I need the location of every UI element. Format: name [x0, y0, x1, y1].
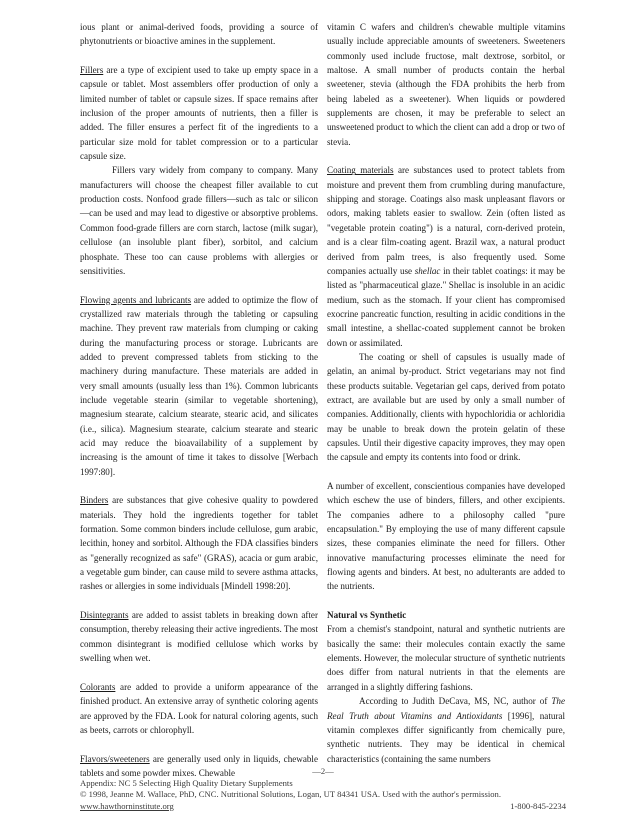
right-column	[327, 20, 565, 766]
term-flavors-sweeteners: Flavors/sweeteners	[80, 753, 150, 764]
paragraph-binders	[80, 493, 318, 593]
fillers-text-2: Fillers vary widely from company to company. Many manufacturers will choose the cheapest filler available to cut production costs. Nonfood grade fillers—such as talc or silicon—can be used and may lead to digestive or absorptive problems. Common food-grade fillers are corn starch, lactose (milk sugar), cellulose (an insoluble plant fiber), sorbitol, and calcium phosphate. These too can cause problems with allergies or sensitivities.	[80, 165, 318, 276]
coating-text-b: in their tablet coatings: it may be listed as "pharmaceutical glaze." Shellac is insoluble in an acidic medium, such as the stomach. If your client has compromised exocrine pancreatic function, resulting in acidic conditions in the small intestine, a shellac-coated supplement cannot be broken down or assimilated.	[327, 265, 565, 348]
left-column	[80, 20, 318, 780]
page-footer	[80, 766, 566, 812]
term-flowing-agents: Flowing agents and lubricants	[80, 294, 192, 305]
footer-contact-row	[80, 801, 566, 812]
binders-text: are substances that give cohesive quality to powdered materials. They hold the ingredients together for tablet formation. Some common binders include cellulose, gum arabic, lecithin, honey and sorbitol. Although the FDA classifies binders as "generally recognized as safe" (GRAS), acacia or gum arabic, a vegetable gum binder, can cause mild to severe asthma attacks, rashes or allergies in some individuals [Mindell 1998:20].	[80, 495, 318, 592]
paragraph-intro-continued: ious plant or animal-derived foods, providing a source of phytonutrients or bioactive amines in the supplement.	[80, 22, 318, 47]
footer-website-link[interactable]: www.hawthorninstitute.org	[80, 800, 174, 811]
paragraph-pure-encapsulation: A number of excellent, conscientious companies have developed which eschew the use of binders, fillers, and other excipients. The companies adhere to a philosophy called "pure encapsulation." By employing the use of many different capsule sizes, these companies eliminate the need for fillers. Other innovative manufacturing processes eliminate the need for flowing agents and binders. At best, no adulterants are added to the nutrients.	[327, 481, 565, 592]
footer-appendix-title: Appendix: NC 5 Selecting High Quality Dietary Supplements	[80, 778, 293, 789]
decava-book-title: The Real Truth about Vitamins and Antioxidants	[327, 696, 565, 721]
disintegrants-text: are added to assist tablets in breaking down after consumption, thereby releasing their active ingredients. The most common disintegrant is modified cellulose which works by swelling when wet.	[80, 610, 318, 664]
footer-phone: 1-800-845-2234	[510, 800, 566, 811]
paragraph-sweeteners-continued: vitamin C wafers and children's chewable multiple vitamins usually include appreciable amounts of sweeteners. Sweeteners commonly used include fructose, malt dextrose, sorbitol, or maltose. A small number of products contain the herbal sweetener, stevia (although the FDA prohibits the herb from being labeled as a sweetener). When liquids or powdered supplements are chosen, it may be preferable to select an unsweetened product to which the client can add a drop or two of stevia.	[327, 22, 565, 147]
coating-text-a: are substances used to protect tablets from moisture and prevent them from crumbling during manufacture, shipping and storage. Coatings also mask unpleasant flavors or odors, making tablets easier to swallow. Zein (often listed as "vegetable protein coating") is a natural, corn-derived protein, and is a clear film-coating agent. Brazil wax, a natural product derived from palm trees, is also frequently used. Some companies actually use	[327, 165, 565, 276]
decava-text-a: According to Judith DeCava, MS, NC, author of	[359, 696, 552, 707]
paragraph-disintegrants	[80, 608, 318, 665]
coating-text-2: The coating or shell of capsules is usually made of gelatin, an animal by-product. Strict vegetarians may not find these products suitable. Vegetarian gel caps, derived from potato extract, are available but are used by only a small number of companies. Additionally, clients with hypochloridia or achloridia may be unable to break down the protein gelatin of these capsules. Until their digestive capacity improves, they may open the capsule and empty its contents into food or drink.	[327, 351, 565, 463]
paragraph-colorants	[80, 680, 318, 737]
flavors-text: are generally used only in liquids, chewable tablets and some powder mixes. Chewable	[80, 753, 318, 778]
footer-copyright: © 1998, Jeanne M. Wallace, PhD, CNC. Nutritional Solutions, Logan, UT 84341 USA. Used with the author's permission.	[80, 789, 501, 800]
paragraph-decava	[327, 694, 565, 766]
decava-text-b: [1996], natural vitamin complexes differ significantly from chemically pure, synthetic nutrients. They may be identical in chemical characteristics (containing the same numbers	[327, 710, 565, 764]
paragraph-fillers-continued	[80, 163, 318, 278]
term-fillers: Fillers	[80, 65, 104, 76]
colorants-text: are added to provide a uniform appearance of the finished product. An extensive array of synthetic coloring agents are approved by the FDA. Look for natural coloring agents, such as beets, carrots or chlorophyll.	[80, 681, 318, 735]
term-disintegrants: Disintegrants	[80, 610, 129, 621]
page-number: —2—	[312, 766, 334, 776]
paragraph-coating	[327, 163, 565, 349]
paragraph-fillers	[80, 63, 318, 163]
flowing-text: are added to optimize the flow of crystallized raw materials through the tableting or capsuling machine. They prevent raw materials from clumping or caking during the manufacturing process or storage. Lubricants are added to prevent compressed tablets from sticking to the machinery during manufacture. These materials are added in very small amounts (usually less than 1%). Common lubricants include vegetable stearin (similar to vegetable shortening), magnesium stearate, calcium stearate, stearic acid, and silicates (i.e., silica). Magnesium stearate, calcium stearate and stearic acid may reduce the bioavailability of a supplement by increasing is the amount of time it takes to dissolve [Werbach 1997:80].	[80, 294, 318, 477]
coating-shellac: shellac	[414, 265, 441, 276]
term-binders: Binders	[80, 495, 109, 506]
paragraph-flowing-agents	[80, 293, 318, 479]
section-heading-natural-vs-synthetic: Natural vs Synthetic	[327, 610, 407, 621]
fillers-text: are a type of excipient used to take up empty space in a capsule or tablet. Most assemblers offer production of only a limited number of tablet or capsule sizes. If space remains after inclusion of the proper amounts of nutrients, then a filler is added. The filler ensures a perfect fit of the ingredients to a particular size mold for tablet compression or to a particular capsule size.	[80, 65, 318, 162]
term-coating-materials: Coating materials	[327, 165, 394, 176]
term-colorants: Colorants	[80, 681, 116, 692]
paragraph-natural-synthetic: From a chemist's standpoint, natural and synthetic nutrients are basically the same: their molecules contain exactly the same elements. However, the molecular structure of synthetic nutrients does differ from natural nutrients in that the elements are arranged in a slightly differing fashions.	[327, 624, 565, 692]
paragraph-coating-continued	[327, 350, 565, 465]
